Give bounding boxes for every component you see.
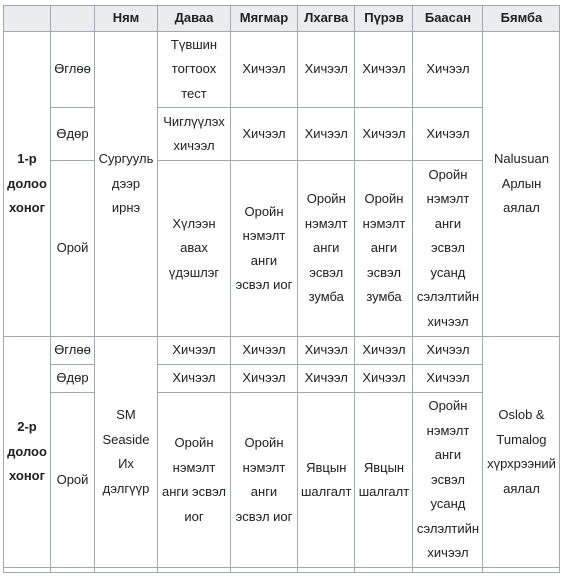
schedule-cell: Хичээл <box>298 108 355 161</box>
header-cell-saturday: Бямба <box>483 6 560 32</box>
spacer-cell <box>4 568 51 573</box>
schedule-cell: Хичээл <box>298 337 355 365</box>
table-row <box>4 337 560 365</box>
schedule-cell: Хичээл <box>355 337 413 365</box>
period-cell: Орой <box>51 161 95 337</box>
schedule-cell: Хичээл <box>298 32 355 108</box>
week-label: 2-р долоо хоног <box>4 337 51 568</box>
table-row <box>4 365 560 393</box>
schedule-cell: Хичээл <box>413 32 483 108</box>
table-row <box>4 108 560 161</box>
schedule-table <box>3 5 560 573</box>
table-row <box>4 161 560 337</box>
spacer-cell <box>158 568 231 573</box>
header-cell-monday: Даваа <box>158 6 231 32</box>
schedule-cell: Оройн нэмэлт анги эсвэл иог <box>231 161 298 337</box>
spacer-cell <box>51 568 95 573</box>
header-cell-thursday: Пүрэв <box>355 6 413 32</box>
schedule-cell: Оройн нэмэлт анги эсвэл иог <box>231 393 298 568</box>
schedule-cell: Хүлээн авах үдэшлэг <box>158 161 231 337</box>
spacer-cell <box>413 568 483 573</box>
header-cell-empty-2 <box>51 6 95 32</box>
period-cell: Өглөө <box>51 337 95 365</box>
schedule-cell: Хичээл <box>355 365 413 393</box>
schedule-cell: Хичээл <box>231 365 298 393</box>
schedule-cell: Хичээл <box>158 337 231 365</box>
schedule-cell: Хичээл <box>231 108 298 161</box>
header-cell-empty-1 <box>4 6 51 32</box>
header-cell-friday: Баасан <box>413 6 483 32</box>
period-cell: Орой <box>51 393 95 568</box>
saturday-cell: Oslob & Tumalog хүрхрээний аялал <box>483 337 560 568</box>
schedule-cell: Хичээл <box>298 365 355 393</box>
spacer-cell <box>298 568 355 573</box>
schedule-cell: Явцын шалгалт <box>298 393 355 568</box>
period-cell: Өдөр <box>51 108 95 161</box>
spacer-cell <box>231 568 298 573</box>
schedule-cell: Хичээл <box>413 337 483 365</box>
schedule-cell: Хичээл <box>355 108 413 161</box>
spacer-cell <box>483 568 560 573</box>
schedule-cell: Хичээл <box>355 32 413 108</box>
schedule-cell: Оройн нэмэлт анги эсвэл зумба <box>298 161 355 337</box>
week-label: 1-р долоо хоног <box>4 32 51 337</box>
schedule-cell: Хичээл <box>231 32 298 108</box>
schedule-cell: Оройн нэмэлт анги эсвэл усанд сэлэлтийн хичээл <box>413 393 483 568</box>
spacer-cell <box>355 568 413 573</box>
table-row <box>4 32 560 108</box>
sunday-cell: SM Seaside Их дэлгүүр <box>95 337 158 568</box>
schedule-cell: Явцын шалгалт <box>355 393 413 568</box>
header-cell-tuesday: Мягмар <box>231 6 298 32</box>
schedule-cell: Хичээл <box>231 337 298 365</box>
schedule-cell: Оройн нэмэлт анги эсвэл иог <box>158 393 231 568</box>
spacer-cell <box>95 568 158 573</box>
period-cell: Өдөр <box>51 365 95 393</box>
schedule-cell: Чиглүүлэх хичээл <box>158 108 231 161</box>
header-cell-wednesday: Лхагва <box>298 6 355 32</box>
schedule-cell: Хичээл <box>158 365 231 393</box>
schedule-cell: Түвшин тогтоох тест <box>158 32 231 108</box>
header-cell-sunday: Ням <box>95 6 158 32</box>
sunday-cell: Сургууль дээр ирнэ <box>95 32 158 337</box>
schedule-cell: Оройн нэмэлт анги эсвэл усанд сэлэлтийн хичээл <box>413 161 483 337</box>
table-row <box>4 393 560 568</box>
schedule-cell: Оройн нэмэлт анги эсвэл зумба <box>355 161 413 337</box>
schedule-cell: Хичээл <box>413 365 483 393</box>
header-row <box>4 6 560 32</box>
table-row-spacer <box>4 568 560 573</box>
schedule-cell: Хичээл <box>413 108 483 161</box>
period-cell: Өглөө <box>51 32 95 108</box>
saturday-cell: Nalusuan Арлын аялал <box>483 32 560 337</box>
